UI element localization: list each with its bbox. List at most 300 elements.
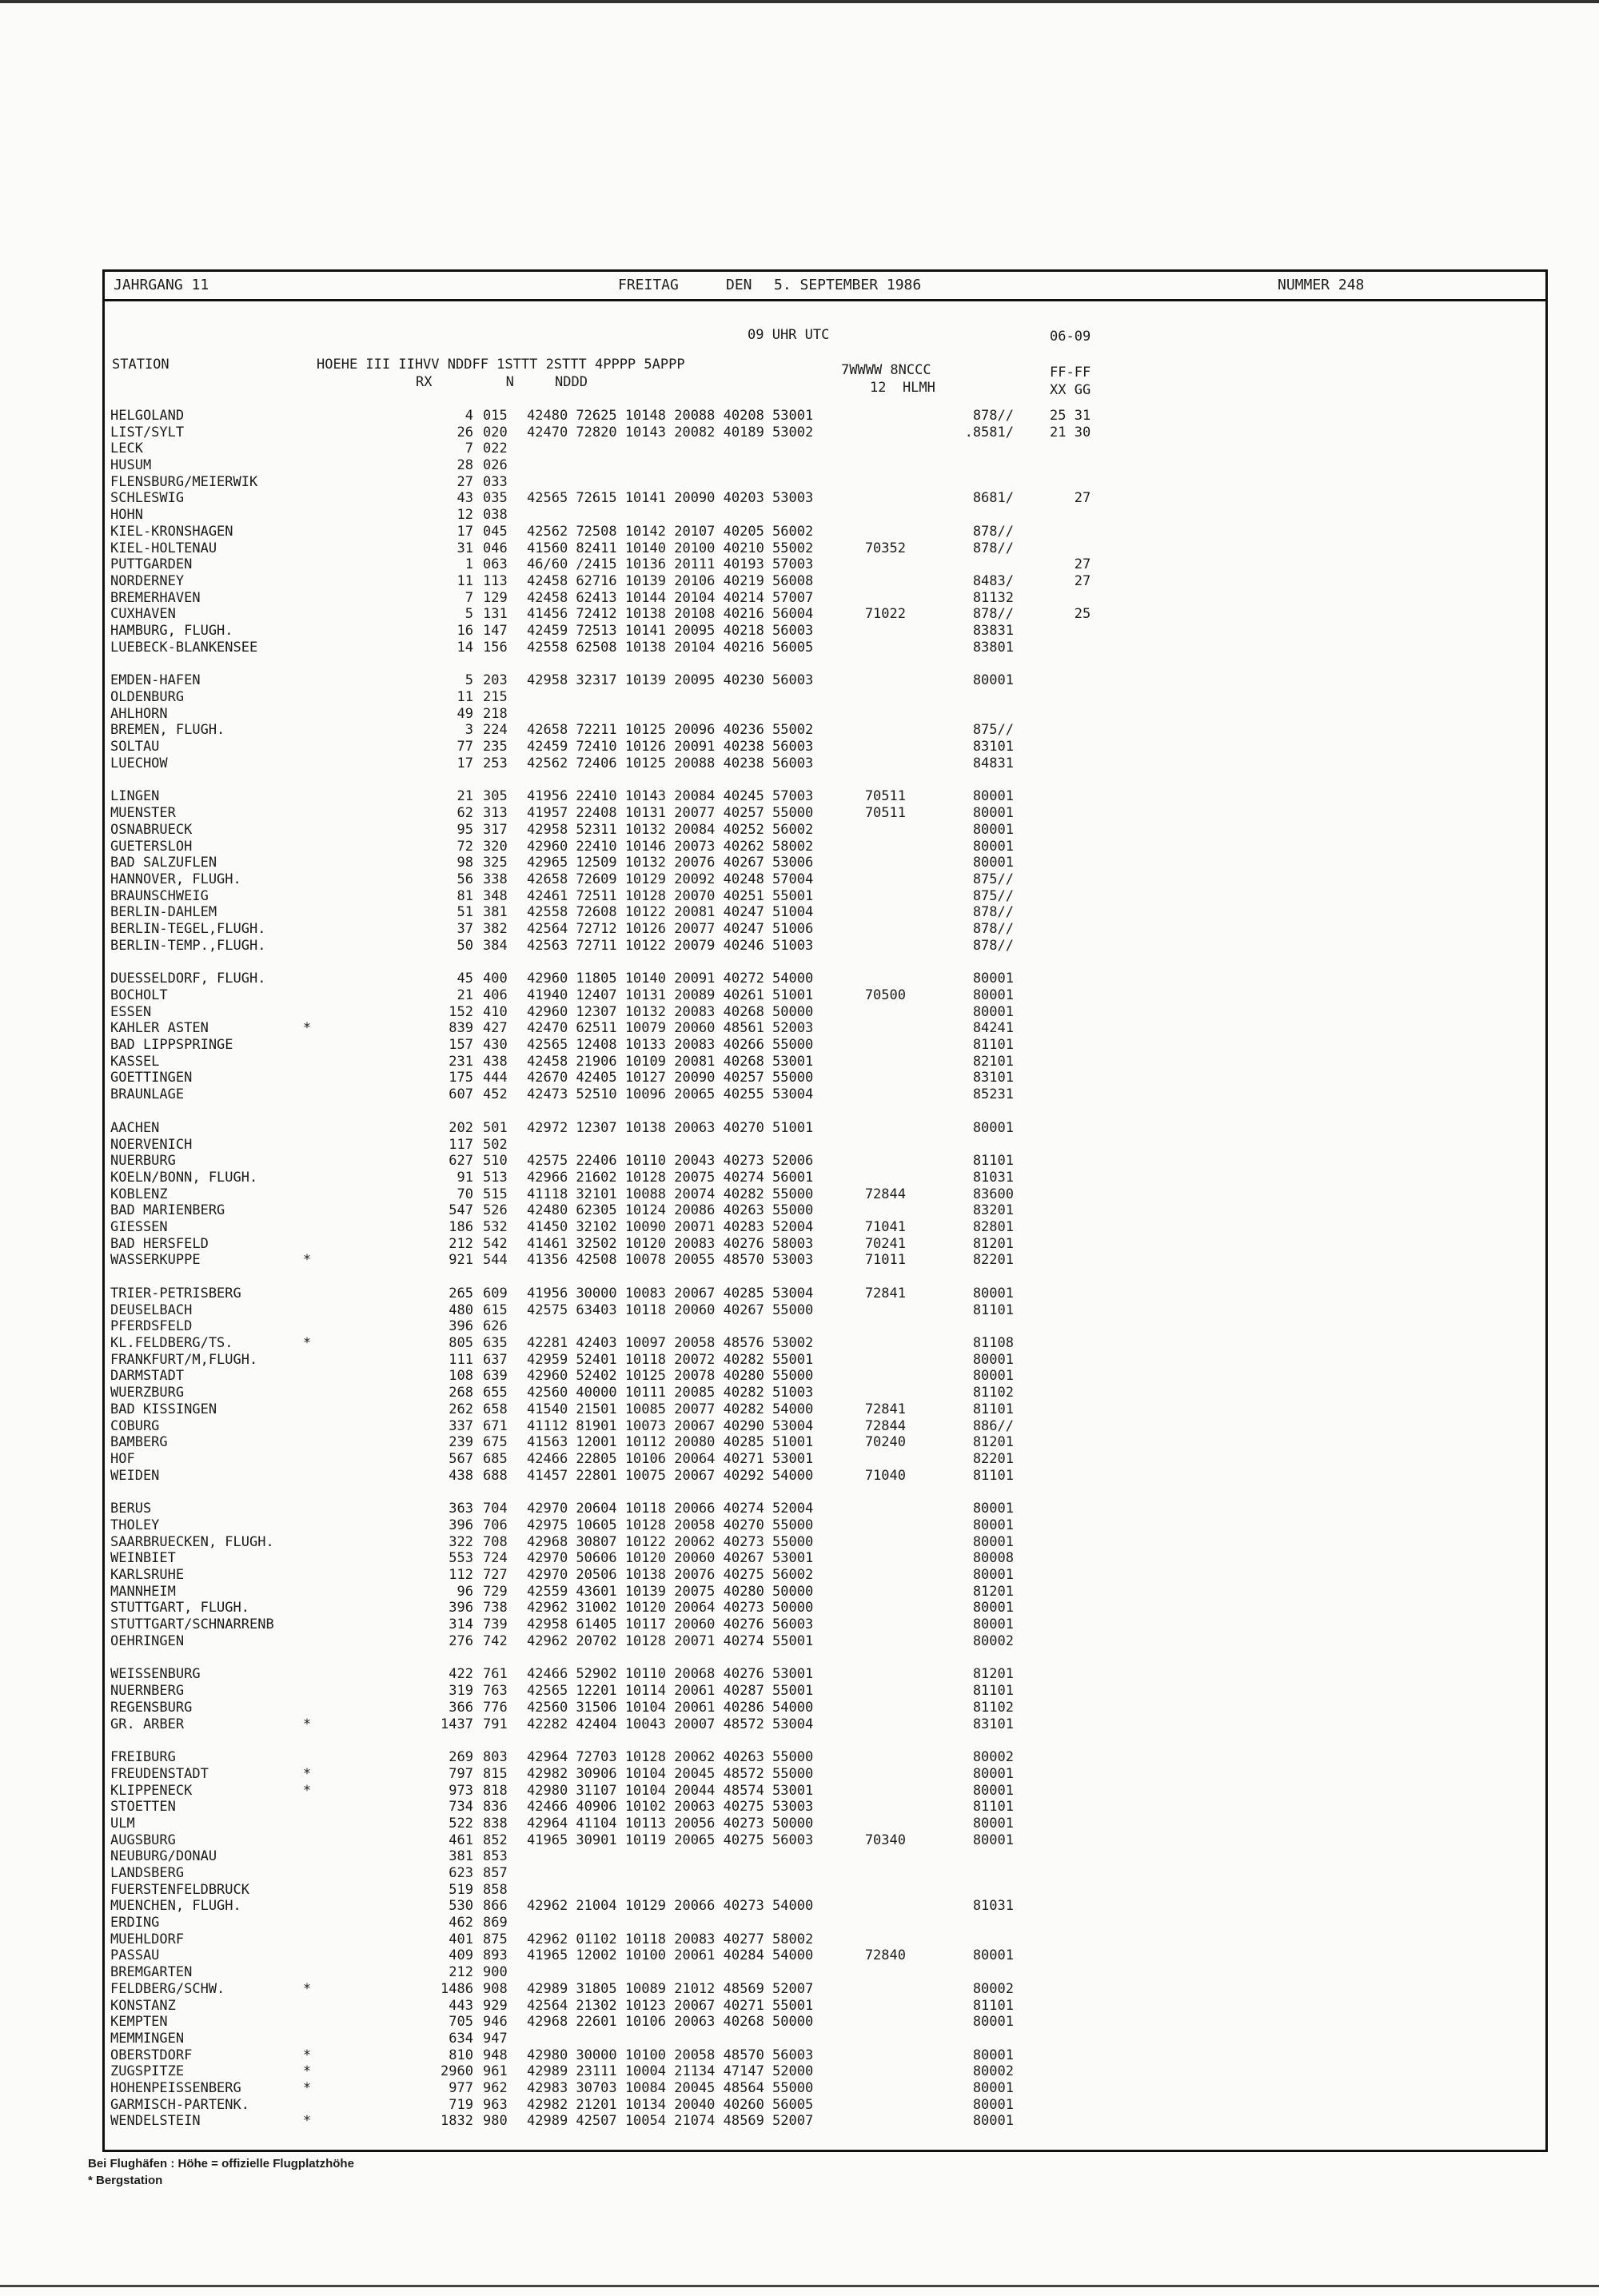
station-height: 627 [449,1153,473,1170]
cloud-group: 80002 [972,1980,1014,1997]
station-name: KASSEL [110,1053,160,1070]
station-id: 406 [483,987,508,1003]
station-id: 704 [483,1501,508,1517]
station-name: WUERZBURG [110,1385,185,1401]
table-row [110,2014,1390,2031]
synop-groups: 41456 72412 10138 20108 40216 56004 [527,606,814,623]
station-height: 337 [449,1417,473,1434]
table-row [110,1716,1390,1733]
synop-groups: 42480 72625 10148 20088 40208 53001 [527,408,814,424]
station-height: 5 [465,672,473,689]
table-row [110,1600,1390,1616]
station-height: 31 [457,540,473,556]
station-name: LINGEN [110,788,160,805]
cloud-group: 83101 [972,739,1014,755]
cloud-group: 81201 [972,1583,1014,1600]
station-id: 866 [483,1898,508,1915]
table-row [110,672,1390,689]
station-id: 015 [483,408,508,424]
table-row [110,1368,1390,1385]
station-height: 152 [449,1003,473,1020]
mountain-marker: * [302,2047,312,2063]
station-id: 815 [483,1765,508,1782]
station-id: 147 [483,622,508,639]
station-height: 422 [449,1666,473,1683]
station-name: DARMSTADT [110,1368,185,1385]
table-row [110,888,1390,905]
cloud-group: 83600 [972,1186,1014,1202]
synop-groups: 42968 22601 10106 20063 40268 50000 [527,2014,814,2031]
cloud-group: 81101 [972,1997,1014,2014]
station-height: 462 [449,1915,473,1931]
station-name: NUERBURG [110,1153,176,1170]
station-name: KL.FELDBERG/TS. [110,1335,233,1352]
cloud-group: 878// [972,523,1014,540]
station-height: 319 [449,1683,473,1700]
synop-groups: 41965 30901 10119 20065 40275 56003 [527,1832,814,1848]
table-row [110,822,1390,839]
station-id: 685 [483,1450,508,1467]
station-height: 77 [457,739,473,755]
table-row [110,1252,1390,1269]
table-row [110,1683,1390,1700]
station-height: 530 [449,1898,473,1915]
table-row [110,1020,1390,1037]
station-height: 2960 [441,2063,473,2080]
station-name: GR. ARBER [110,1716,185,1732]
weather-group: 70340 [864,1832,906,1848]
synop-groups: 42282 42404 10043 20007 48572 53004 [527,1716,814,1732]
station-height: 314 [449,1616,473,1633]
table-row [110,1898,1390,1915]
station-name: KOBLENZ [110,1186,168,1202]
synop-groups: 42964 41104 10113 20056 40273 50000 [527,1815,814,1832]
synop-groups: 41457 22801 10075 20067 40292 54000 [527,1467,814,1484]
station-id: 026 [483,457,508,474]
station-name: PUTTGARDEN [110,556,193,573]
station-name: BRAUNLAGE [110,1086,185,1103]
station-height: 396 [449,1600,473,1616]
station-id: 046 [483,540,508,556]
weather-group: 71011 [864,1252,906,1269]
station-name: KIEL-HOLTENAU [110,540,217,556]
station-name: WENDELSTEIN [110,2113,201,2130]
table-row [110,1816,1390,1832]
station-name: HANNOVER, FLUGH. [110,871,241,887]
station-height: 719 [449,2096,473,2113]
station-id: 836 [483,1799,508,1816]
bottom-scan-line [0,2285,1599,2287]
table-row [110,1037,1390,1054]
synop-groups: 41560 82411 10140 20100 40210 55002 [527,540,814,556]
table-row [110,2113,1390,2130]
synop-groups: 42473 52510 10096 20065 40255 53004 [527,1086,814,1103]
station-id: 532 [483,1218,508,1235]
station-name: HAMBURG, FLUGH. [110,622,233,639]
synop-groups: 42658 72211 10125 20096 40236 55002 [527,722,814,739]
synop-groups: 42658 72609 10129 20092 40248 57004 [527,871,814,887]
station-height: 396 [449,1517,473,1533]
station-id: 325 [483,855,508,871]
gust-group: 21 30 [1050,424,1091,440]
station-id: 869 [483,1915,508,1931]
station-height: 239 [449,1434,473,1451]
cloud-group: 878// [972,937,1014,954]
station-height: 50 [457,937,473,954]
station-id: 724 [483,1550,508,1567]
synop-groups: 41540 21501 10085 20077 40282 54000 [527,1401,814,1417]
station-name: FRANKFURT/M,FLUGH. [110,1351,258,1368]
cloud-group: 82201 [972,1450,1014,1467]
cloud-group: 81101 [972,1467,1014,1484]
table-row [110,755,1390,772]
cloud-group: 80001 [972,1351,1014,1368]
station-height: 51 [457,904,473,921]
station-height: 231 [449,1053,473,1070]
cloud-group: 81201 [972,1235,1014,1252]
table-row [110,706,1390,723]
table-row [110,457,1390,474]
station-height: 111 [449,1351,473,1368]
cloud-group: 875// [972,722,1014,739]
mountain-marker: * [302,1765,312,1782]
station-id: 963 [483,2096,508,2113]
table-row [110,1302,1390,1319]
station-id: 038 [483,507,508,524]
station-height: 547 [449,1202,473,1219]
station-name: LIST/SYLT [110,424,185,440]
station-id: 742 [483,1632,508,1649]
window-time: 06-09 [1050,329,1091,345]
table-row [110,540,1390,557]
station-height: 269 [449,1749,473,1766]
cloud-group: 81101 [972,1153,1014,1170]
cloud-group: 80001 [972,1003,1014,1020]
station-name: ZUGSPITZE [110,2063,185,2080]
station-name: LUEBECK-BLANKENSEE [110,639,258,656]
cloud-group: 83101 [972,1716,1014,1732]
tw-header-line2: 12 HLMH [870,380,935,396]
station-id: 235 [483,739,508,755]
synop-groups: 42459 72410 10126 20091 40238 56003 [527,739,814,755]
station-height: 443 [449,1997,473,2014]
table-row [110,722,1390,739]
synop-groups: 42965 12509 10132 20076 40267 53006 [527,855,814,871]
cloud-group: 875// [972,887,1014,904]
station-height: 363 [449,1501,473,1517]
station-id: 838 [483,1815,508,1832]
station-height: 11 [457,572,473,589]
table-row [110,1567,1390,1584]
station-height: 797 [449,1765,473,1782]
station-name: PASSAU [110,1947,160,1964]
station-name: BRAUNSCHWEIG [110,887,209,904]
table-row [110,2063,1390,2080]
station-height: 91 [457,1169,473,1186]
station-height: 805 [449,1335,473,1352]
station-height: 1437 [441,1716,473,1732]
table-row [110,1434,1390,1451]
table-row [110,1616,1390,1633]
cloud-group: 80001 [972,1368,1014,1385]
table-row [110,1964,1390,1981]
table-row [110,1981,1390,1998]
table-row [110,2097,1390,2114]
station-id: 218 [483,705,508,722]
station-height: 522 [449,1815,473,1832]
synop-groups: 42960 12307 10132 20083 40268 50000 [527,1003,814,1020]
table-row [110,1186,1390,1203]
table-row [110,1749,1390,1766]
table-row [110,1318,1390,1335]
footnote-mountain: * Bergstation [88,2174,163,2187]
station-height: 28 [457,457,473,474]
station-id: 526 [483,1202,508,1219]
station-height: 1486 [441,1980,473,1997]
station-height: 14 [457,639,473,656]
station-height: 17 [457,755,473,771]
cloud-group: 80001 [972,2113,1014,2130]
synop-groups: 42966 21602 10128 20075 40274 56001 [527,1169,814,1186]
synop-groups: 46/60 /2415 10136 20111 40193 57003 [527,556,814,573]
synop-groups: 41956 22410 10143 20084 40245 57003 [527,788,814,805]
synop-groups: 42980 30000 10100 20058 48570 56003 [527,2047,814,2063]
table-row [110,1666,1390,1683]
table-row [110,2047,1390,2064]
station-id: 727 [483,1567,508,1583]
station-id: 035 [483,490,508,507]
cloud-group: 81031 [972,1898,1014,1915]
cloud-group: 80001 [972,1501,1014,1517]
table-row [110,904,1390,921]
station-name: GUETERSLOH [110,838,193,855]
weather-group: 71040 [864,1467,906,1484]
synop-groups: 41118 32101 10088 20074 40282 55000 [527,1186,814,1202]
station-name: KEMPTEN [110,2014,168,2031]
table-row [110,1517,1390,1534]
station-name: FLENSBURG/MEIERWIK [110,473,258,490]
synop-groups: 42960 22410 10146 20073 40262 58002 [527,838,814,855]
table-row [110,1236,1390,1253]
synop-groups: 42558 72608 10122 20081 40247 51004 [527,904,814,921]
station-name: BAMBERG [110,1434,168,1451]
station-name: NEUBURG/DONAU [110,1848,217,1865]
cloud-group: 80001 [972,1119,1014,1136]
synop-groups: 41957 22408 10131 20077 40257 55000 [527,805,814,822]
table-row [110,1401,1390,1418]
station-height: 112 [449,1567,473,1583]
synop-groups: 42458 62716 10139 20106 40219 56008 [527,572,814,589]
station-id: 400 [483,971,508,987]
station-id: 708 [483,1533,508,1550]
ff-header-line1: FF-FF [1050,365,1091,381]
synop-groups: 42281 42403 10097 20058 48576 53002 [527,1335,814,1352]
weather-group: 72841 [864,1401,906,1417]
table-row [110,871,1390,888]
station-height: 4 [465,408,473,424]
synop-groups: 42962 31002 10120 20064 40273 50000 [527,1600,814,1616]
mountain-marker: * [302,1980,312,1997]
table-row [110,1700,1390,1716]
station-id: 113 [483,572,508,589]
gust-group: 27 [1050,556,1091,573]
cloud-group: 81201 [972,1434,1014,1451]
station-id: 858 [483,1881,508,1898]
station-name: DUESSELDORF, FLUGH. [110,971,266,987]
table-row [110,839,1390,855]
table-row [110,1865,1390,1882]
cloud-group: 81108 [972,1335,1014,1352]
synop-groups: 42466 40906 10102 20063 40275 53003 [527,1799,814,1816]
station-id: 338 [483,871,508,887]
synop-groups: 42565 72615 10141 20090 40203 53003 [527,490,814,507]
synop-groups: 42982 30906 10104 20045 48572 55000 [527,1765,814,1782]
synop-groups: 42466 52902 10110 20068 40276 53001 [527,1666,814,1683]
station-name: SCHLESWIG [110,490,185,507]
synop-groups: 42470 72820 10143 20082 40189 53002 [527,424,814,440]
station-name: OSNABRUECK [110,821,193,838]
weather-group: 70511 [864,788,906,805]
weather-group: 71022 [864,606,906,623]
station-height: 56 [457,871,473,887]
mountain-marker: * [302,2063,312,2080]
cloud-group: 80001 [972,788,1014,805]
station-id: 776 [483,1699,508,1716]
station-height: 98 [457,855,473,871]
station-name: COBURG [110,1417,160,1434]
station-id: 410 [483,1003,508,1020]
issue-number: NUMMER 248 [1278,277,1365,293]
station-name: SAARBRUECKEN, FLUGH. [110,1533,274,1550]
synop-groups: 42960 52402 10125 20078 40280 55000 [527,1368,814,1385]
cloud-group: 80001 [972,1815,1014,1832]
gust-group: 25 31 [1050,408,1091,424]
table-row [110,1286,1390,1302]
weather-group: 70511 [864,805,906,822]
station-name: HOF [110,1450,135,1467]
table-row [110,1054,1390,1070]
cloud-group: 81101 [972,1037,1014,1054]
synop-groups: 42962 20702 10128 20071 40274 55001 [527,1632,814,1649]
table-row [110,788,1390,805]
station-name: KOELN/BONN, FLUGH. [110,1169,258,1186]
station-id: 875 [483,1931,508,1947]
station-name: HELGOLAND [110,408,185,424]
weather-group: 70240 [864,1434,906,1451]
station-name: MEMMINGEN [110,2030,185,2047]
table-row [110,1004,1390,1021]
station-height: 268 [449,1385,473,1401]
table-row [110,1766,1390,1783]
cloud-group: 80001 [972,1616,1014,1633]
table-row [110,1584,1390,1600]
station-height: 17 [457,523,473,540]
cloud-group: 81031 [972,1169,1014,1186]
station-height: 461 [449,1832,473,1848]
weather-group: 70352 [864,540,906,556]
synop-groups: 42962 01102 10118 20083 40277 58002 [527,1931,814,1947]
station-height: 567 [449,1450,473,1467]
station-id: 305 [483,788,508,805]
station-height: 5 [465,606,473,623]
weather-group: 71041 [864,1218,906,1235]
synop-groups: 42968 30807 10122 20062 40273 55000 [527,1533,814,1550]
station-name: BERLIN-DAHLEM [110,904,217,921]
table-row [110,1998,1390,2015]
station-name: NORDERNEY [110,572,185,589]
cloud-group: 8681/ [972,490,1014,507]
station-column-header: STATION [112,357,169,373]
table-row [110,573,1390,590]
table-row [110,606,1390,623]
station-name: ERDING [110,1915,160,1931]
synop-groups: 42964 72703 10128 20062 40263 55000 [527,1749,814,1766]
table-row [110,425,1390,441]
cloud-group: 878// [972,904,1014,921]
cloud-group: 81132 [972,589,1014,606]
cloud-group: 80001 [972,987,1014,1003]
cloud-group: 80001 [972,1600,1014,1616]
station-id: 961 [483,2063,508,2080]
cloud-group: 81101 [972,1799,1014,1816]
station-height: 62 [457,805,473,822]
station-height: 438 [449,1467,473,1484]
station-name: FREUDENSTADT [110,1765,209,1782]
station-name: LUECHOW [110,755,168,771]
cloud-group: 80001 [972,971,1014,987]
station-name: STUTTGART/SCHNARRENB [110,1616,274,1633]
cloud-group: 80001 [972,1517,1014,1533]
station-id: 020 [483,424,508,440]
cloud-group: 81102 [972,1699,1014,1716]
cloud-group: 81101 [972,1301,1014,1318]
station-name: MUEHLDORF [110,1931,185,1947]
station-table [110,408,1390,2130]
station-id: 763 [483,1683,508,1700]
station-name: PFERDSFELD [110,1318,193,1335]
table-row [110,1451,1390,1468]
cloud-group: 80001 [972,1947,1014,1964]
synop-groups: 42470 62511 10079 20060 48561 52003 [527,1020,814,1037]
station-name: BREMEN, FLUGH. [110,722,225,739]
table-row [110,1882,1390,1899]
synop-groups: 42972 12307 10138 20063 40270 51001 [527,1119,814,1136]
station-id: 900 [483,1964,508,1981]
cloud-group: 80001 [972,1832,1014,1848]
station-name: FELDBERG/SCHW. [110,1980,225,1997]
station-id: 637 [483,1351,508,1368]
station-height: 623 [449,1865,473,1881]
synop-groups: 41356 42508 10078 20055 48570 53003 [527,1252,814,1269]
station-height: 43 [457,490,473,507]
station-id: 639 [483,1368,508,1385]
station-id: 382 [483,920,508,937]
station-height: 108 [449,1368,473,1385]
station-id: 857 [483,1865,508,1881]
cloud-group: 80002 [972,2063,1014,2080]
station-id: 947 [483,2030,508,2047]
station-id: 615 [483,1301,508,1318]
cloud-group: 84831 [972,755,1014,771]
station-height: 1832 [441,2113,473,2130]
station-name: MUENSTER [110,805,176,822]
cloud-group: 80001 [972,1286,1014,1301]
station-id: 658 [483,1401,508,1417]
station-height: 70 [457,1186,473,1202]
table-row [110,1783,1390,1800]
station-name: NUERNBERG [110,1683,185,1700]
table-row [110,938,1390,955]
